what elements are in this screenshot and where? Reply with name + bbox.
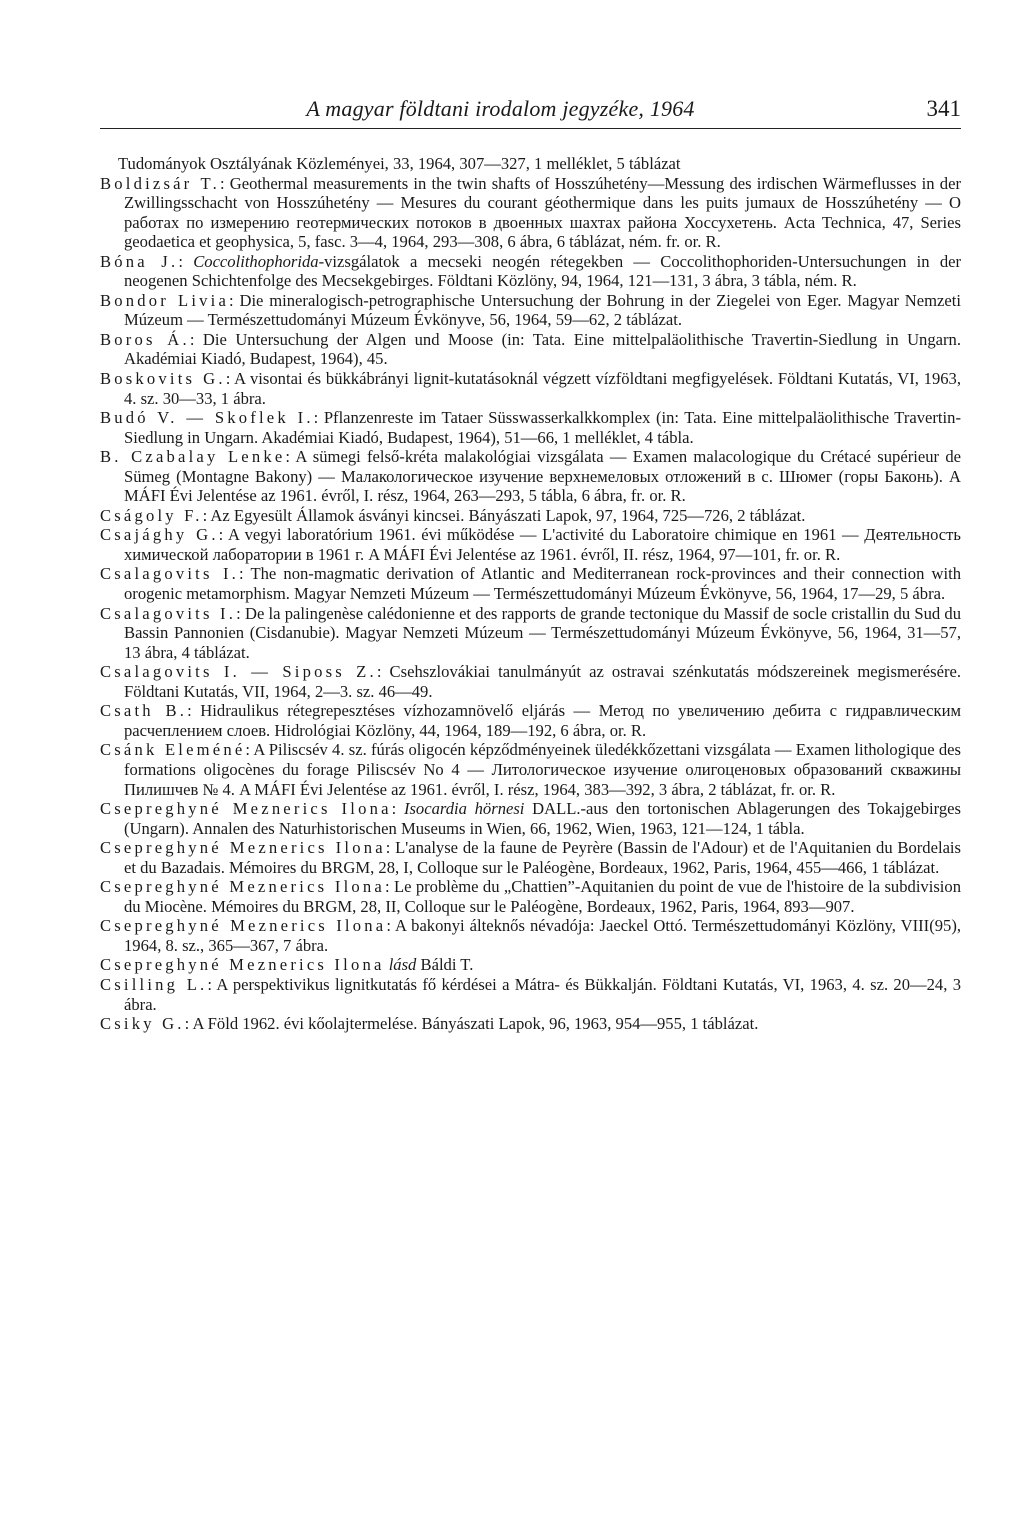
author-name: Bondor Livia <box>100 290 230 310</box>
bibliography-entry: Csepreghyné Meznerics Ilona lásd Báldi T. <box>100 955 474 975</box>
bibliography-entry: Csajághy G.: A vegyi laboratórium 1961. évi működése — L'activité du Laboratoire chimique en 1961 — Деятельность химической лаборатории в 1961 г. A MÁFI Évi Jelentése az 1961. évről, II. rész, 1964, 97—101, fr. or. R. <box>100 525 961 564</box>
italic-term: lásd <box>388 955 417 975</box>
bibliography-entry: Boskovits G.: A visontai és bükkábrányi lignit-kutatásoknál végzett vízföldtani megfigyelések. Földtani Kutatás, VI, 1963, 4. sz. 30—33, 1 ábra. <box>100 369 961 408</box>
author-name: Csepreghyné Meznerics Ilona <box>100 916 387 936</box>
author-name: B. Czabalay Lenke <box>100 447 286 467</box>
bibliography-entry: Boldizsár T.: Geothermal measurements in the twin shafts of Hosszúhetény—Messung des irdischen Wärmeflusses in der Zwillingsschacht von Hosszúhetény — Mesures du courant géothermique dans les puits jumaux de Hosszúhetény — О работах по измерению геотермических потоков в двоенных шахтах района Хоссухетень. Acta Technica, 47, Series geodaetica et geophysica, 5, fasc. 3—4, 1964, 293—308, 6 ábra, 6 táblázat, ném. fr. or. R. <box>100 173 961 252</box>
bibliography-entry: Csiky G.: A Föld 1962. évi kőolajtermelése. Bányászati Lapok, 96, 1963, 954—955, 1 táblázat. <box>100 1014 759 1034</box>
bibliography-entry: Bondor Livia: Die mineralogisch-petrographische Untersuchung der Bohrung in der Ziegelei von Eger. Magyar Nemzeti Múzeum — Természettudományi Múzeum Évkönyve, 56, 1964, 59—62, 2 táblázat. <box>100 290 961 330</box>
bibliography-entry: Budó V. — Skoflek I.: Pflanzenreste im Tataer Süsswasserkalkkomplex (in: Tata. Eine mittelpaläolithische Travertin-Siedlung in Ungarn. Akadémiai Kiadó, Budapest, 1964), 51—66, 1 melléklet, 4 tábla. <box>100 408 961 447</box>
running-header <box>100 96 961 129</box>
bibliography-list <box>100 154 961 1034</box>
bibliography-entry: Boros Á.: Die Untersuchung der Algen und Moose (in: Tata. Eine mittelpaläolithische Travertin-Siedlung in Ungarn. Akadémiai Kiadó, Budapest, 1964), 45. <box>100 329 961 369</box>
author-name: Csiky G. <box>100 1014 185 1034</box>
author-name: Csalagovits I. — Siposs Z. <box>100 662 377 682</box>
author-name: Budó V. — Skoflek I. <box>100 408 314 428</box>
bibliography-entry: Csalagovits I. — Siposs Z.: Csehszlovákiai tanulmányút az ostravai szénkutatás módszereinek megismerésére. Földtani Kutatás, VII, 1964, 2—3. sz. 46—49. <box>100 662 961 701</box>
bibliography-entry: Csepreghyné Meznerics Ilona: L'analyse de la faune de Peyrère (Bassin de l'Adour) et de l'Aquitanien du Bordelais et du Bazadais. Mémoires du BRGM, 28, I, Colloque sur le Paléogène, Bordeaux, 1962, Paris, 1964, 455—466, 1 táblázat. <box>100 838 961 877</box>
author-name: Csánk Eleméné <box>100 740 246 760</box>
bibliography-entry: Csepreghyné Meznerics Ilona: Le problème du „Chattien”-Aquitanien du point de vue de l'histoire de la subdivision du Miocène. Mémoires du BRGM, 28, II, Colloque sur le Paléogène, Bordeaux, 1962, Paris, 1964, 893—907. <box>100 877 962 916</box>
author-name: Csajághy G. <box>100 525 219 545</box>
author-name: Csilling L. <box>100 974 208 994</box>
bibliography-entry: Csalagovits I.: De la palingenèse calédonienne et des rapports de grande tectonique du Massif de socle cristallin du Sud du Bassin Pannonien (Cisdanubie). Magyar Nemzeti Múzeum — Természettudományi Múzeum Évkönyve, 56, 1964, 31—57, 13 ábra, 4 táblázat. <box>100 603 961 662</box>
author-name: Bóna J. <box>100 251 179 271</box>
bibliography-entry: Cságoly F.: Az Egyesült Államok ásványi kincsei. Bányászati Lapok, 97, 1964, 725—726, 2 táblázat. <box>100 505 806 525</box>
author-name: Csath B. <box>100 701 188 721</box>
author-name: Csepreghyné Meznerics Ilona <box>100 838 386 858</box>
bibliography-entry: Csánk Eleméné: A Piliscsév 4. sz. fúrás oligocén képződményeinek üledékkőzettani vizsgálata — Examen lithologique des formations oligocènes du forage Piliscsév No 4 — Литологическое изучение олигоценовых образований скважины Пилишчев № 4. A MÁFI Évi Jelentése az 1961. évről, I. rész, 1964, 383—392, 3 ábra, 2 táblázat, fr. or. R. <box>100 740 961 799</box>
author-name: Cságoly F. <box>100 505 203 525</box>
author-name: Boskovits G. <box>100 369 226 389</box>
author-name: Csepreghyné Meznerics Ilona <box>100 877 385 897</box>
author-name: Csalagovits I. <box>100 603 237 623</box>
italic-term: Coccolithophorida <box>193 251 319 271</box>
bibliography-entry: Csepreghyné Meznerics Ilona: A bakonyi álteknős névadója: Jaeckel Ottó. Természettudományi Közlöny, VIII(95), 1964, 8. sz., 365—367, 7 ábra. <box>100 916 961 955</box>
italic-term: Isocardia hörnesi <box>403 799 525 819</box>
bibliography-entry: Csath B.: Hidraulikus rétegrepesztéses vízhozamnövelő eljárás — Метод по увеличению дебита с гидравлическим расчеплением слоев. Hidrológiai Közlöny, 44, 1964, 189—192, 6 ábra, or. R. <box>100 701 961 740</box>
author-name: Boldizsár T. <box>100 173 220 193</box>
author-name: Csepreghyné Meznerics Ilona <box>100 955 385 975</box>
author-name: Csalagovits I. <box>100 564 240 584</box>
author-name: Csepreghyné Meznerics Ilona <box>100 799 392 819</box>
bibliography-entry: Csilling L.: A perspektivikus lignitkutatás fő kérdései a Mátra- és Bükkalján. Földtani Kutatás, VI, 1963, 4. sz. 20—24, 3 ábra. <box>100 974 961 1014</box>
bibliography-entry: Csalagovits I.: The non-magmatic derivation of Atlantic and Mediterranean rock-provinces and their connection with orogenic metamorphism. Magyar Nemzeti Múzeum — Természettudományi Múzeum Évkönyve, 56, 1964, 17—29, 5 ábra. <box>100 564 962 604</box>
bibliography-entry: Tudományok Osztályának Közleményei, 33, 1964, 307—327, 1 melléklet, 5 táblázat <box>118 154 681 173</box>
author-name: Boros Á. <box>100 329 190 349</box>
bibliography-entry: B. Czabalay Lenke: A sümegi felső-kréta malakológiai vizsgálata — Examen malacologique du Crétacé supérieur de Sümeg (Montagne Bakony) — Малакологическое изучение верхнемеловых отложений в с. Шюмег (горы Баконь). A MÁFI Évi Jelentése az 1961. évről, I. rész, 1964, 263—293, 5 tábla, 6 ábra, fr. or. R. <box>100 447 961 506</box>
bibliography-entry: Bóna J.: Coccolithophorida-vizsgálatok a mecseki neogén rétegekben — Coccolithophoriden-Untersuchungen in der neogenen Schichtenfolge des Mecsekgebirges. Földtani Közlöny, 94, 1964, 121—131, 3 ábra, 3 tábla, ném. R. <box>100 251 962 291</box>
bibliography-entry: Csepreghyné Meznerics Ilona: Isocardia hörnesi DALL.-aus den tortonischen Ablagerungen des Tokajgebirges (Ungarn). Annalen des Naturhistorischen Museums in Wien, 66, 1962, Wien, 1963, 121—124, 1 tábla. <box>100 799 961 838</box>
page-number: 341 <box>926 96 961 121</box>
running-title: A magyar földtani irodalom jegyzéke, 1964 <box>306 96 695 121</box>
